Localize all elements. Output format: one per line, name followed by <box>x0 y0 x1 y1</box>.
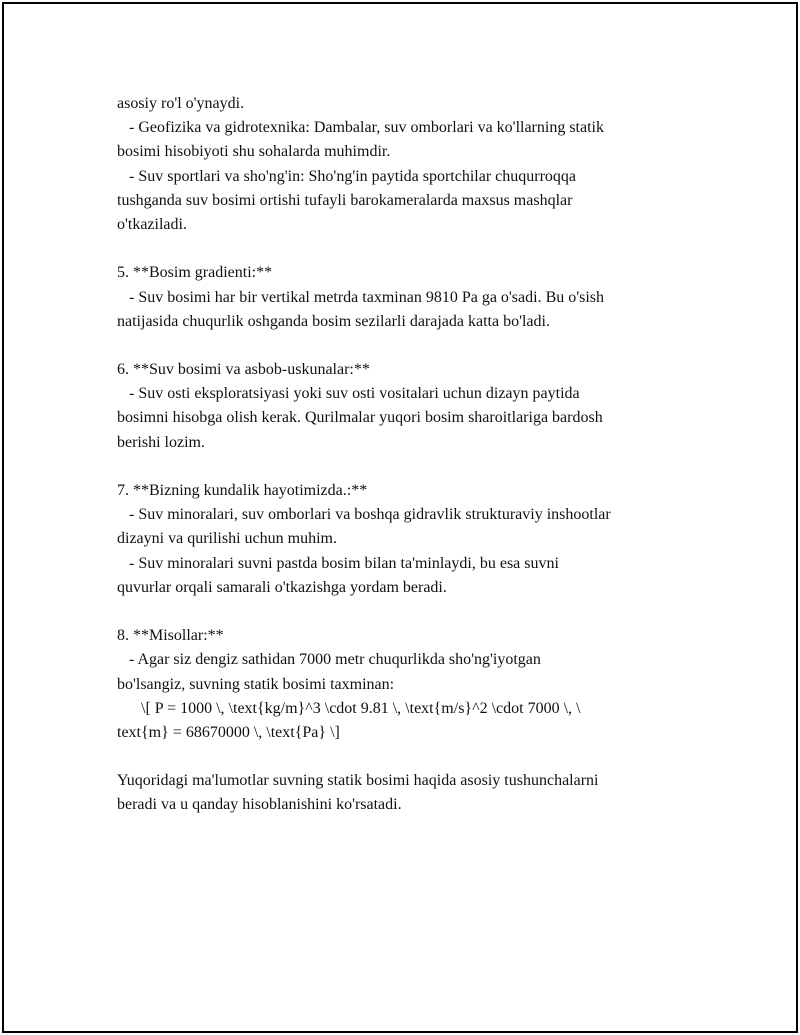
paragraph-gap <box>117 600 717 624</box>
text-line: - Suv bosimi har bir vertikal metrda taxminan 9810 Pa ga o'sadi. Bu o'sish <box>129 288 605 306</box>
text-line: natijasida chuqurlik oshganda bosim sezilarli darajada katta bo'ladi. <box>117 312 550 330</box>
paragraph-gap <box>117 745 717 769</box>
text-line: 8. **Misollar:** <box>117 627 224 645</box>
text-line: 6. **Suv bosimi va asbob-uskunalar:** <box>117 361 370 379</box>
text-line: asosiy ro'l o'ynaydi. <box>117 95 245 112</box>
text-line: bosimi hisobiyoti shu sohalarda muhimdir. <box>117 143 391 161</box>
text-line: - Suv osti eksploratsiyasi yoki suv osti vositalari uchun dizayn paytida <box>129 385 580 403</box>
text-line: - Geofizika va gidrotexnika: Dambalar, suv omborlari va ko'llarning statik <box>129 119 604 137</box>
text-line: - Suv minoralari, suv omborlari va boshqa gidravlik strukturaviy inshootlar <box>129 506 611 524</box>
text-line: tushganda suv bosimi ortishi tufayli barokameralarda maxsus mashqlar <box>117 191 573 209</box>
text-line: - Suv sportlari va sho'ng'in: Sho'ng'in paytida sportchilar chuqurroqqa <box>129 167 577 185</box>
text-line: beradi va u qanday hisoblanishini ko'rsatadi. <box>117 796 402 814</box>
text-line: dizayni va qurilishi uchun muhim. <box>117 530 337 548</box>
text-line: - Suv minoralari suvni pastda bosim bilan ta'minlaydi, bu esa suvni <box>129 554 559 572</box>
text-line: o'tkaziladi. <box>117 215 187 233</box>
text-line: bosimni hisobga olish kerak. Qurilmalar yuqori bosim sharoitlariga bardosh <box>117 409 603 427</box>
document-body <box>117 92 717 818</box>
text-line: quvurlar orqali samarali o'tkazishga yordam beradi. <box>117 578 447 596</box>
paragraph-gap <box>117 237 717 261</box>
paragraph-gap <box>117 334 717 358</box>
text-line: 7. **Bizning kundalik hayotimizda.:** <box>117 482 368 499</box>
text-line: \[ P = 1000 \, \text{kg/m}^3 \cdot 9.81 \, \text{m/s}^2 \cdot 7000 \, \ <box>141 699 581 717</box>
text-line: text{m} = 68670000 \, \text{Pa} \] <box>117 723 340 741</box>
text-line: bo'lsangiz, suvning statik bosimi taxminan: <box>117 675 395 693</box>
text-line: berishi lozim. <box>117 433 205 451</box>
paragraph-gap <box>117 455 717 479</box>
text-line: 5. **Bosim gradienti:** <box>117 264 273 282</box>
text-line: - Agar siz dengiz sathidan 7000 metr chuqurlikda sho'ng'iyotgan <box>129 651 541 669</box>
text-line: Yuqoridagi ma'lumotlar suvning statik bosimi haqida asosiy tushunchalarni <box>117 772 599 790</box>
